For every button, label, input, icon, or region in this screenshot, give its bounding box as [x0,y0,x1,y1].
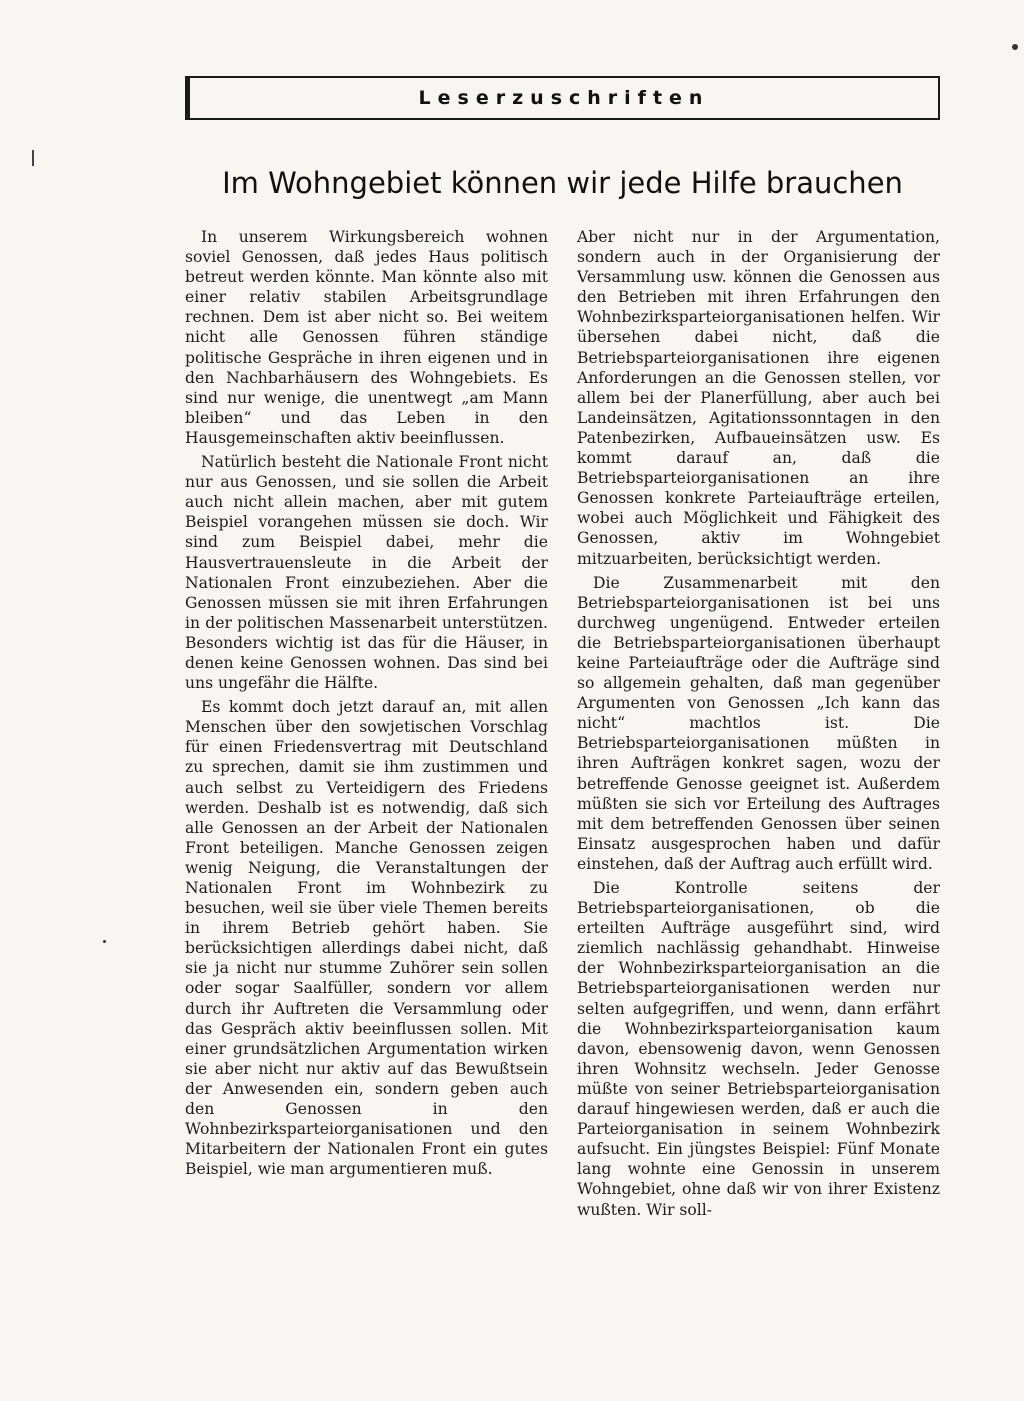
article-title: Im Wohngebiet können wir jede Hilfe brauchen [222,166,903,200]
section-label: Leserzuschriften [418,87,710,109]
paragraph: Die Kontrolle seitens der Betriebsparteiorganisationen, ob die erteilten Aufträge ausgeführt sind, wird ziemlich nachlässig gehandhabt. Hinweise der Wohnbezirksparteiorganisation an die Betriebsparteiorganisationen werden nur selten aufgegriffen, und wenn, dann erfährt die Wohnbezirksparteiorganisation kaum davon, ebensowenig davon, wenn Genossen ihren Wohnsitz wechseln. Jeder Genosse müßte von seiner Betriebsparteiorganisation darauf hingewiesen werden, daß er auch die Parteiorganisation in seinem Wohnbezirk aufsucht. Ein jüngstes Beispiel: Fünf Monate lang wohnte eine Genossin in unserem Wohngebiet, ohne daß wir von ihrer Existenz wußten. Wir soll- [577,879,940,1219]
paragraph: Es kommt doch jetzt darauf an, mit allen Menschen über den sowjetischen Vorschlag für einen Friedensvertrag mit Deutschland zu sprechen, damit sie ihm zustimmen und auch selbst zu Verteidigern des Friedens werden. Deshalb ist es notwendig, daß sich alle Genossen an der Arbeit der Nationalen Front beteiligen. Manche Genossen zeigen wenig Neigung, die Veranstaltungen der Nationalen Front im Wohnbezirk zu besuchen, weil sie über viele Themen bereits in ihrem Betrieb gehört haben. Sie berücksichtigen allerdings dabei nicht, daß sie ja nicht nur stumme Zuhörer sein sollen oder sogar Saalfüller, sondern vor allem durch ihr Auftreten die Versammlung oder das Gespräch aktiv beeinflussen sollen. Mit einer grundsätzlichen Argumentation wirken sie aber nicht nur aktiv auf das Bewußtsein der Anwesenden ein, sondern geben auch den Genossen in den Wohnbezirksparteiorganisationen und den Mitarbeitern der Nationalen Front ein gutes Beispiel, wie man argumentieren muß. [185,698,548,1179]
paragraph: Aber nicht nur in der Argumentation, sondern auch in der Organisierung der Versammlung usw. können die Genossen aus den Betrieben mit ihren Erfahrungen den Wohnbezirksparteiorganisationen helfen. Wir übersehen dabei nicht, daß die Betriebsparteiorganisationen ihre eigenen Anforderungen an die Genossen stellen, vor allem bei der Planerfüllung, aber auch bei Landeinsätzen, Agitationssonntagen in den Patenbezirken, Aufbaueinsätzen usw. Es kommt darauf an, daß die Betriebsparteiorganisationen an ihre Genossen konkrete Parteiaufträge erteilen, wobei auch Möglichkeit und Fähigkeit des Genossen, aktiv im Wohngebiet mitzuarbeiten, berücksichtigt werden. [577,228,940,568]
paragraph: In unserem Wirkungsbereich wohnen soviel Genossen, daß jedes Haus politisch betreut werden könnte. Man könnte also mit einer relativ stabilen Arbeitsgrundlage rechnen. Dem ist aber nicht so. Bei weitem nicht alle Genossen führen ständige politische Gespräche in ihren eigenen und in den Nachbarhäusern des Wohngebiets. Es sind nur wenige, die unentwegt „am Mann bleiben“ und das Leben in den Hausgemeinschaften aktiv beeinflussen. [185,228,548,447]
scan-speck [1012,44,1018,50]
margin-mark [32,150,34,166]
article-left-column [185,227,548,1183]
scan-speck [103,940,106,943]
article-right-column [577,227,940,1224]
section-header-box [185,76,940,120]
paragraph: Natürlich besteht die Nationale Front nicht nur aus Genossen, und sie sollen die Arbeit auch nicht allein machen, aber mit gutem Beispiel vorangehen müssen sie doch. Wir sind zum Beispiel dabei, mehr die Hausvertrauensleute in die Arbeit der Nationalen Front einzubeziehen. Aber die Genossen müssen sie mit ihren Erfahrungen in der politischen Massenarbeit unterstützen. Besonders wichtig ist das für die Häuser, in denen keine Genossen wohnen. Das sind bei uns ungefähr die Hälfte. [185,453,548,693]
paragraph: Die Zusammenarbeit mit den Betriebsparteiorganisationen ist bei uns durchweg ungenügend. Entweder erteilen die Betriebsparteiorganisationen überhaupt keine Parteiaufträge oder die Aufträge sind so allgemein gehalten, daß man gegenüber Argumenten von Genossen „Ich kann das nicht“ machtlos ist. Die Betriebsparteiorganisationen müßten in ihren Aufträgen konkret sagen, wozu der betreffende Genosse geeignet ist. Außerdem müßten sie sich vor Erteilung des Auftrages mit dem betreffenden Genossen über seinen Einsatz ausgesprochen haben und dafür einstehen, daß der Auftrag auch erfüllt wird. [577,573,940,873]
